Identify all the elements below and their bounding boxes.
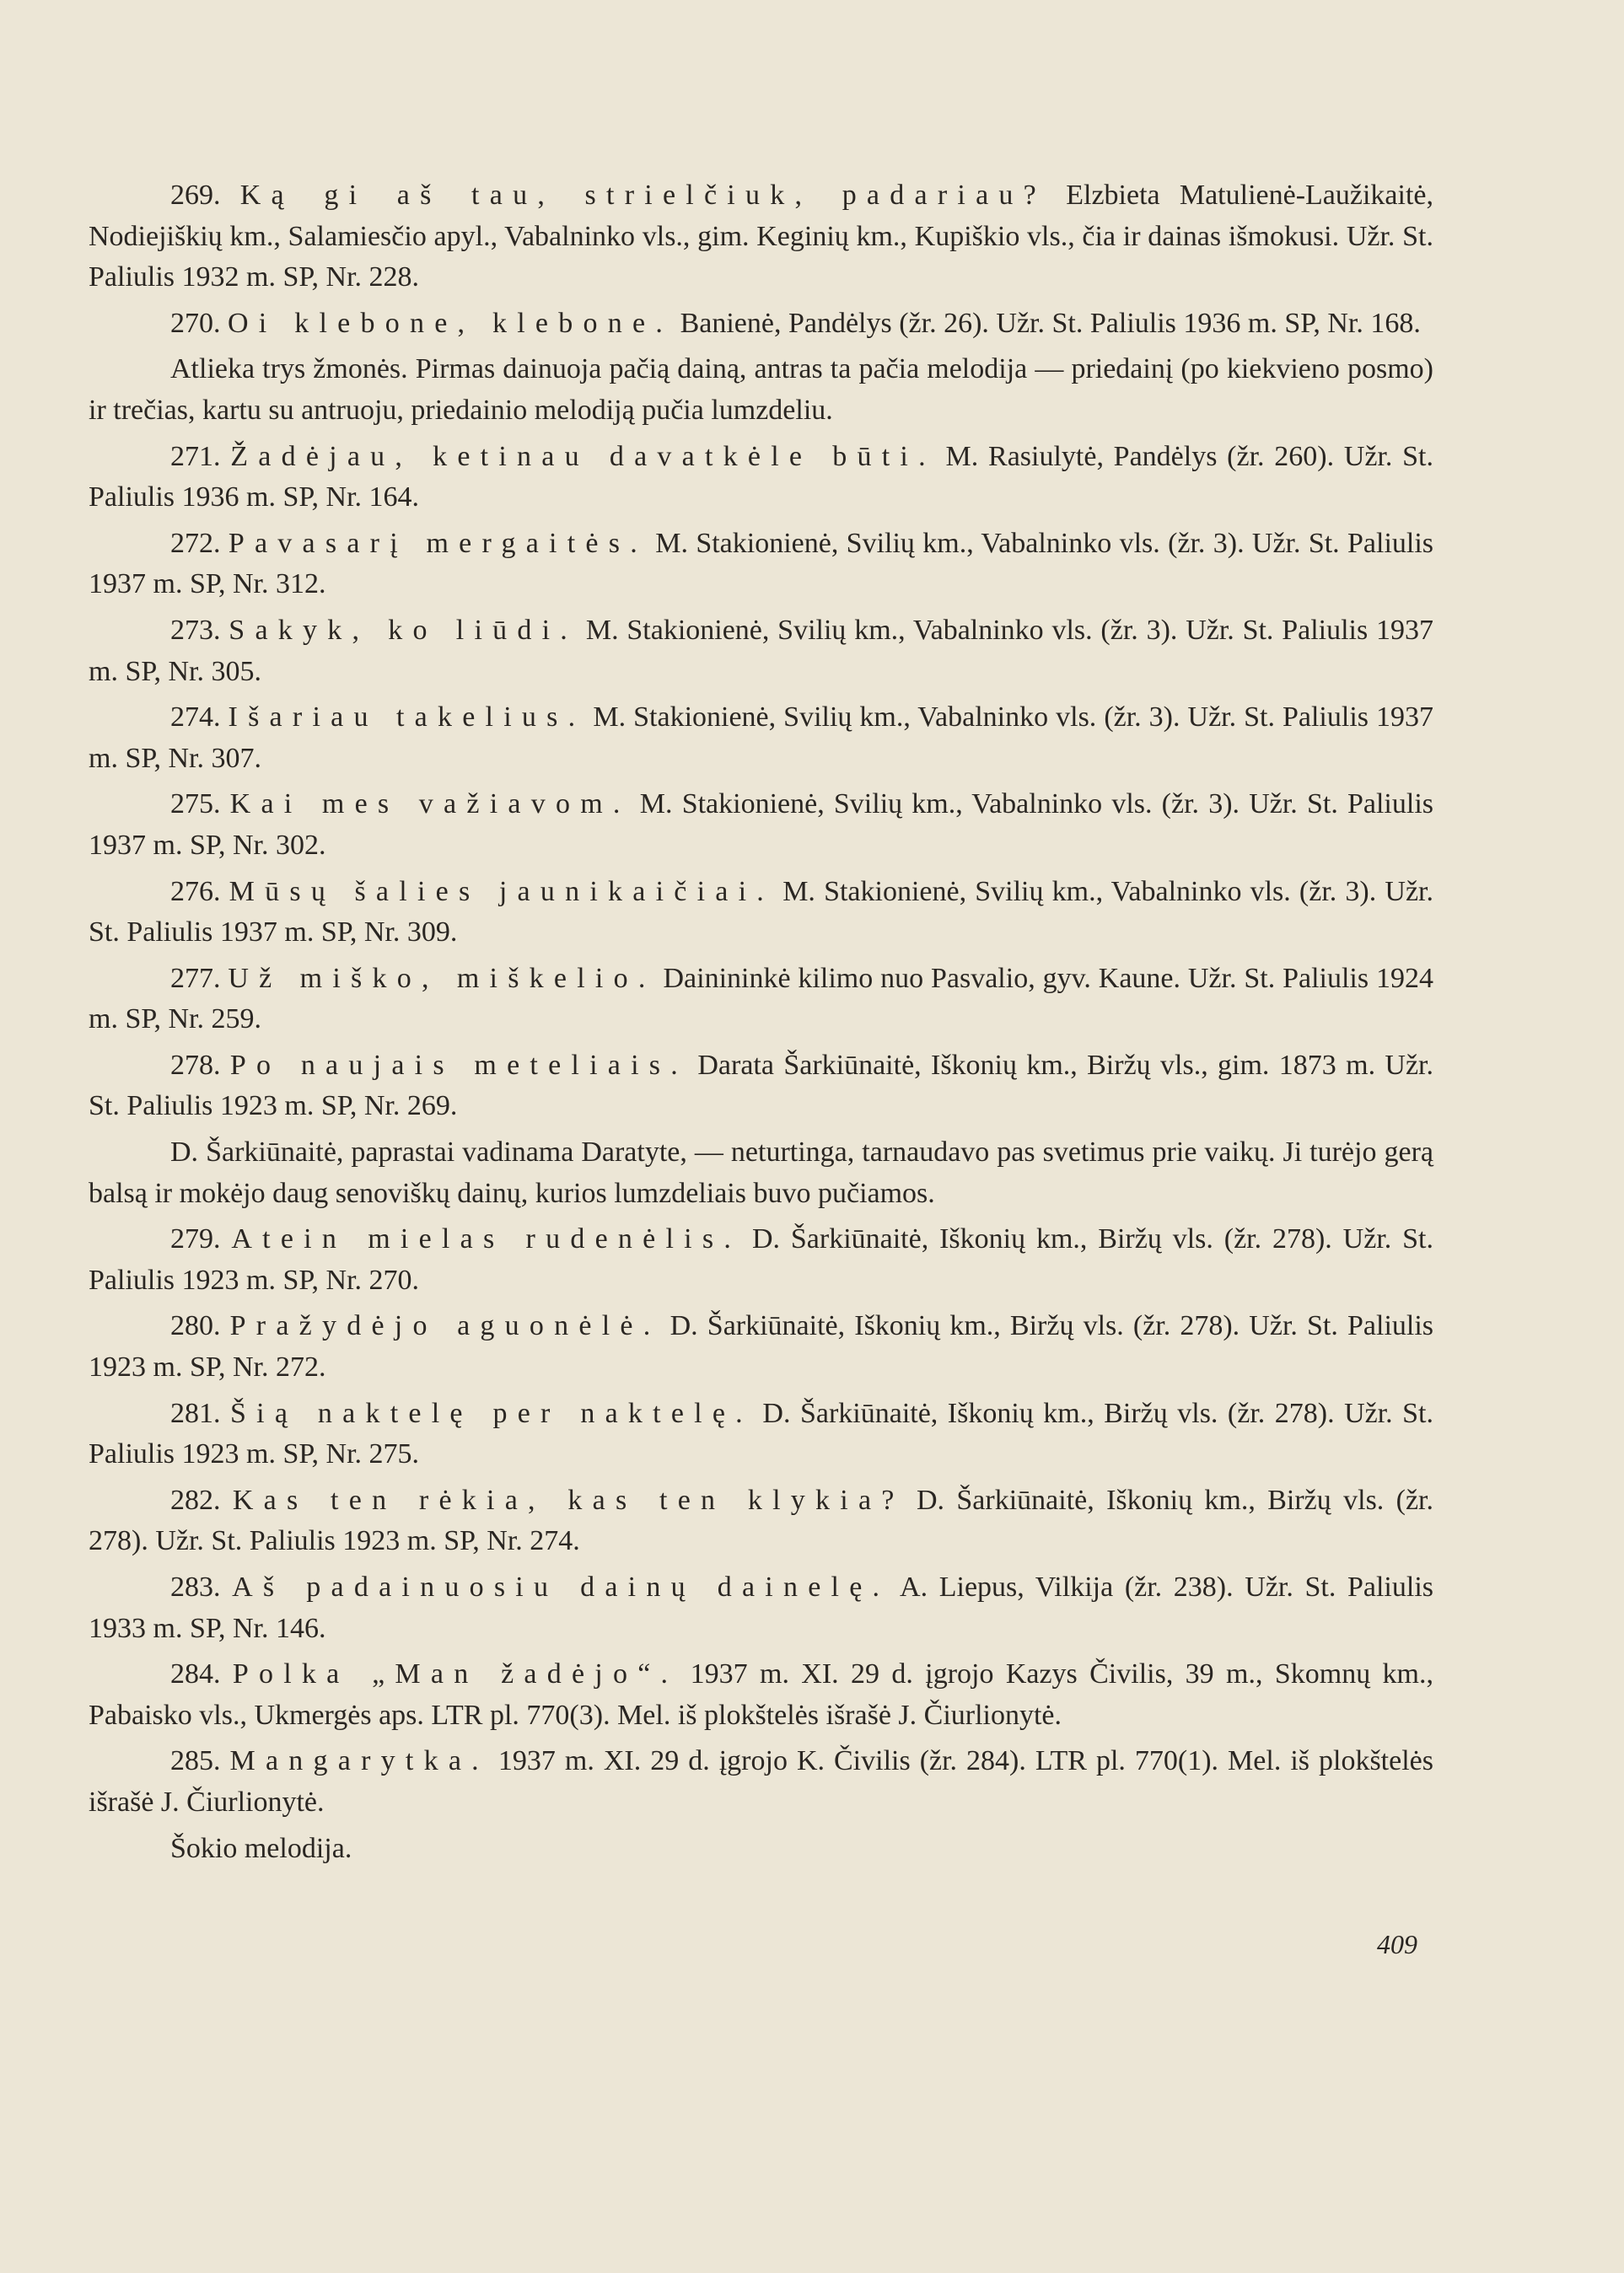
entry-text: Darata Šarkiūnaitė, Iškonių km., Biržų vls., gim. 1873 m. Užr. St. Paliulis 1923 m. SP, Nr. 269. [89, 1049, 1433, 1122]
entry-text: D. Šarkiūnaitė, Iškonių km., Biržų vls. (žr. 278). Užr. St. Paliulis 1923 m. SP, Nr. 275. [89, 1397, 1434, 1470]
entry-number: 270. [170, 307, 221, 339]
entry-number: 277. [170, 962, 221, 994]
entry-285 [89, 1741, 1433, 1823]
entry-279 [89, 1219, 1433, 1301]
entry-270-note [89, 349, 1433, 431]
song-title: Pražydėjo aguonėlė. [229, 1310, 661, 1342]
entry-269 [89, 175, 1433, 298]
entry-271 [89, 437, 1433, 519]
entry-text: M. Stakionienė, Svilių km., Vabalninko vls. (žr. 3). Užr. St. Paliulis 1937 m. SP, Nr. 307. [89, 701, 1434, 774]
song-title: Išariau takelius. [228, 701, 586, 733]
entry-text: A. Liepus, Vilkija (žr. 238). Užr. St. Paliulis 1933 m. SP, Nr. 146. [89, 1572, 1433, 1644]
song-title: Pavasarį mergaitės. [228, 527, 648, 559]
entry-number: 282. [170, 1484, 221, 1516]
song-title: Po naujais meteliais. [229, 1049, 689, 1081]
song-title: Ką gi aš tau, strielčiuk, padariau? [239, 180, 1046, 211]
entry-text: D. Šarkiūnaitė, paprastai vadinama Daratyte, — neturtinga, tarnaudavo pas svetimus prie vaikų. Ji turėjo gerą balsą ir mokėjo daug senoviškų dainų, kurios lumzdeliais buvo pučiamos. [89, 1136, 1433, 1209]
entry-text: Šokio melodija. [170, 1832, 352, 1864]
entry-text: D. Šarkiūnaitė, Iškonių km., Biržų vls. (žr. 278). Užr. St. Paliulis 1923 m. SP, Nr. 274. [89, 1484, 1434, 1557]
song-title: Aš padainuosiu dainų dainelę. [232, 1572, 890, 1603]
entry-number: 273. [170, 614, 221, 646]
entry-text: Dainininkė kilimo nuo Pasvalio, gyv. Kaune. Užr. St. Paliulis 1924 m. SP, Nr. 259. [89, 962, 1433, 1035]
song-title: Sakyk, ko liūdi. [229, 614, 578, 646]
song-title: Kas ten rėkia, kas ten klykia? [232, 1484, 905, 1516]
song-title: Oi klebone, klebone. [228, 307, 674, 339]
entry-275 [89, 784, 1433, 866]
entry-text: M. Stakionienė, Svilių km., Vabalninko vls. (žr. 3). Užr. St. Paliulis 1937 m. SP, Nr. 302. [89, 788, 1434, 861]
entry-text: M. Rasiulytė, Pandėlys (žr. 260). Užr. St. Paliulis 1936 m. SP, Nr. 164. [89, 440, 1434, 513]
entry-277 [89, 959, 1433, 1040]
entry-text: Elzbieta Matulienė-Laužikaitė, Nodiejiškių km., Salamiesčio apyl., Vabalninko vls., gim. Keginių km., Kupiškio vls., čia ir dainas išmokusi. Užr. St. Paliulis 1932 m. SP, Nr. 228. [89, 180, 1433, 293]
entry-number: 284. [170, 1658, 221, 1690]
entry-number: 271. [170, 440, 221, 472]
entry-number: 279. [170, 1223, 221, 1255]
entry-280 [89, 1306, 1433, 1388]
entry-text: Atlieka trys žmonės. Pirmas dainuoja pačią dainą, antras ta pačia melodija — priedainį (po kiekvieno posmo) ir trečias, kartu su antruoju, priedainio melodiją pučia lumzdeliu. [89, 353, 1433, 426]
entry-272 [89, 524, 1433, 605]
entry-270 [89, 304, 1433, 345]
entry-273 [89, 610, 1433, 692]
entry-number: 283. [170, 1572, 221, 1603]
entry-number: 276. [170, 875, 221, 907]
entry-text: D. Šarkiūnaitė, Iškonių km., Biržų vls. (žr. 278). Užr. St. Paliulis 1923 m. SP, Nr. 272. [89, 1310, 1434, 1384]
entry-285-note [89, 1829, 1433, 1870]
entry-number: 278. [170, 1049, 221, 1081]
entry-284 [89, 1654, 1433, 1736]
song-title: Už miško, miškelio. [228, 962, 656, 994]
entry-text: 1937 m. XI. 29 d. įgrojo Kazys Čivilis, 39 m., Skomnų km., Pabaisko vls., Ukmergės aps. LTR pl. 770(3). Mel. iš plokštelės išrašė J. Čiurlionytė. [89, 1658, 1433, 1731]
entry-text: M. Stakionienė, Svilių km., Vabalninko vls. (žr. 3). Užr. St. Paliulis 1937 m. SP, Nr. 309. [89, 875, 1433, 948]
song-title: Šią naktelę per naktelę. [230, 1397, 753, 1429]
song-title: Mangarytka. [229, 1745, 489, 1777]
entry-number: 281. [170, 1397, 221, 1429]
entry-number: 269. [170, 180, 221, 211]
entry-number: 275. [170, 788, 221, 820]
song-title: Polka „Man žadėjo“. [232, 1658, 679, 1690]
entry-278 [89, 1045, 1433, 1127]
entry-number: 285. [170, 1745, 221, 1777]
song-title: Žadėjau, ketinau davatkėle būti. [230, 440, 936, 472]
notes-text [89, 175, 1433, 1874]
entry-text: D. Šarkiūnaitė, Iškonių km., Biržų vls. (žr. 278). Užr. St. Paliulis 1923 m. SP, Nr. 270. [89, 1223, 1433, 1296]
entry-text: 1937 m. XI. 29 d. įgrojo K. Čivilis (žr. 284). LTR pl. 770(1). Mel. iš plokštelės išrašė J. Čiurlionytė. [89, 1745, 1433, 1818]
entry-276 [89, 872, 1433, 954]
entry-283 [89, 1567, 1433, 1649]
song-title: Mūsų šalies jaunikaičiai. [229, 875, 775, 907]
entry-text: Banienė, Pandėlys (žr. 26). Užr. St. Paliulis 1936 m. SP, Nr. 168. [673, 307, 1421, 339]
entry-274 [89, 697, 1433, 779]
entry-text: M. Stakionienė, Svilių km., Vabalninko vls. (žr. 3). Užr. St. Paliulis 1937 m. SP, Nr. 312. [89, 527, 1434, 600]
entry-278-note [89, 1132, 1433, 1214]
entry-number: 280. [170, 1310, 221, 1342]
page-number: 409 [1377, 1929, 1417, 1959]
entry-number: 272. [170, 527, 221, 559]
song-title: Atein mielas rudenėlis. [231, 1223, 742, 1255]
entry-282 [89, 1480, 1433, 1562]
entry-281 [89, 1394, 1433, 1475]
entry-number: 274. [170, 701, 221, 733]
song-title: Kai mes važiavom. [229, 788, 631, 820]
entry-text: M. Stakionienė, Svilių km., Vabalninko vls. (žr. 3). Užr. St. Paliulis 1937 m. SP, Nr. 305. [89, 614, 1434, 687]
